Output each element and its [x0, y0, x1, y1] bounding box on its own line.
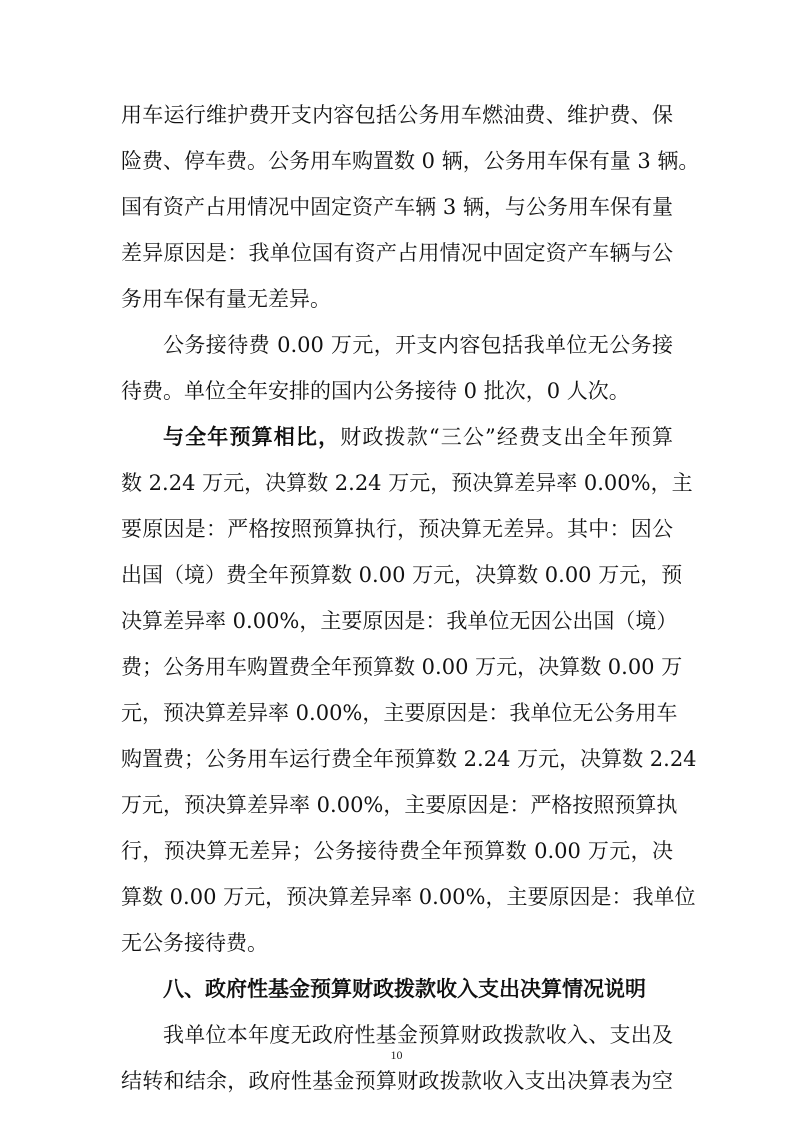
paragraph-line: 要原因是：严格按照预算执行，预决算无差异。其中：因公 — [121, 517, 673, 541]
paragraph-line: 国有资产占用情况中固定资产车辆 3 辆，与公务用车保有量 — [121, 195, 673, 219]
paragraph-line: 决算差异率 0.00%，主要原因是：我单位无因公出国（境） — [121, 609, 678, 633]
paragraph-line: 我单位本年度无政府性基金预算财政拨款收入、支出及 — [163, 1023, 673, 1047]
paragraph-line: 行，预决算无差异；公务接待费全年预算数 0.00 万元，决 — [121, 839, 673, 863]
paragraph-line: 购置费；公务用车运行费全年预算数 2.24 万元，决算数 2.24 — [121, 747, 697, 771]
paragraph-line: 费；公务用车购置费全年预算数 0.00 万元，决算数 0.00 万 — [121, 655, 683, 679]
paragraph-line: 务用车保有量无差异。 — [121, 287, 331, 311]
paragraph-line-with-lead — [163, 424, 673, 450]
paragraph-line: 用车运行维护费开支内容包括公务用车燃油费、维护费、保 — [121, 103, 673, 127]
paragraph-line: 元，预决算差异率 0.00%，主要原因是：我单位无公务用车 — [121, 701, 678, 725]
paragraph-line: 无公务接待费。 — [121, 931, 268, 955]
bold-lead-text: 与全年预算相比， — [163, 425, 341, 449]
paragraph-line: 万元，预决算差异率 0.00%，主要原因是：严格按照预算执 — [121, 793, 678, 817]
paragraph-line: 险费、停车费。公务用车购置数 0 辆，公务用车保有量 3 辆。 — [121, 149, 700, 173]
paragraph-line: 数 2.24 万元，决算数 2.24 万元，预决算差异率 0.00%，主 — [121, 471, 693, 495]
paragraph-line: 公务接待费 0.00 万元，开支内容包括我单位无公务接 — [163, 333, 673, 357]
paragraph-line: 差异原因是：我单位国有资产占用情况中固定资产车辆与公 — [121, 241, 673, 265]
paragraph-line: 出国（境）费全年预算数 0.00 万元，决算数 0.00 万元，预 — [121, 563, 683, 587]
paragraph-text: 财政拨款“三公”经费支出全年预算 — [340, 425, 673, 449]
paragraph-line: 算数 0.00 万元，预决算差异率 0.00%，主要原因是：我单位 — [121, 885, 696, 909]
paragraph-line: 结转和结余，政府性基金预算财政拨款收入支出决算表为空 — [121, 1069, 673, 1093]
section-heading: 八、政府性基金预算财政拨款收入支出决算情况说明 — [163, 977, 646, 1001]
paragraph-line: 待费。单位全年安排的国内公务接待 0 批次，0 人次。 — [121, 379, 630, 403]
page-number: 10 — [390, 1048, 403, 1062]
